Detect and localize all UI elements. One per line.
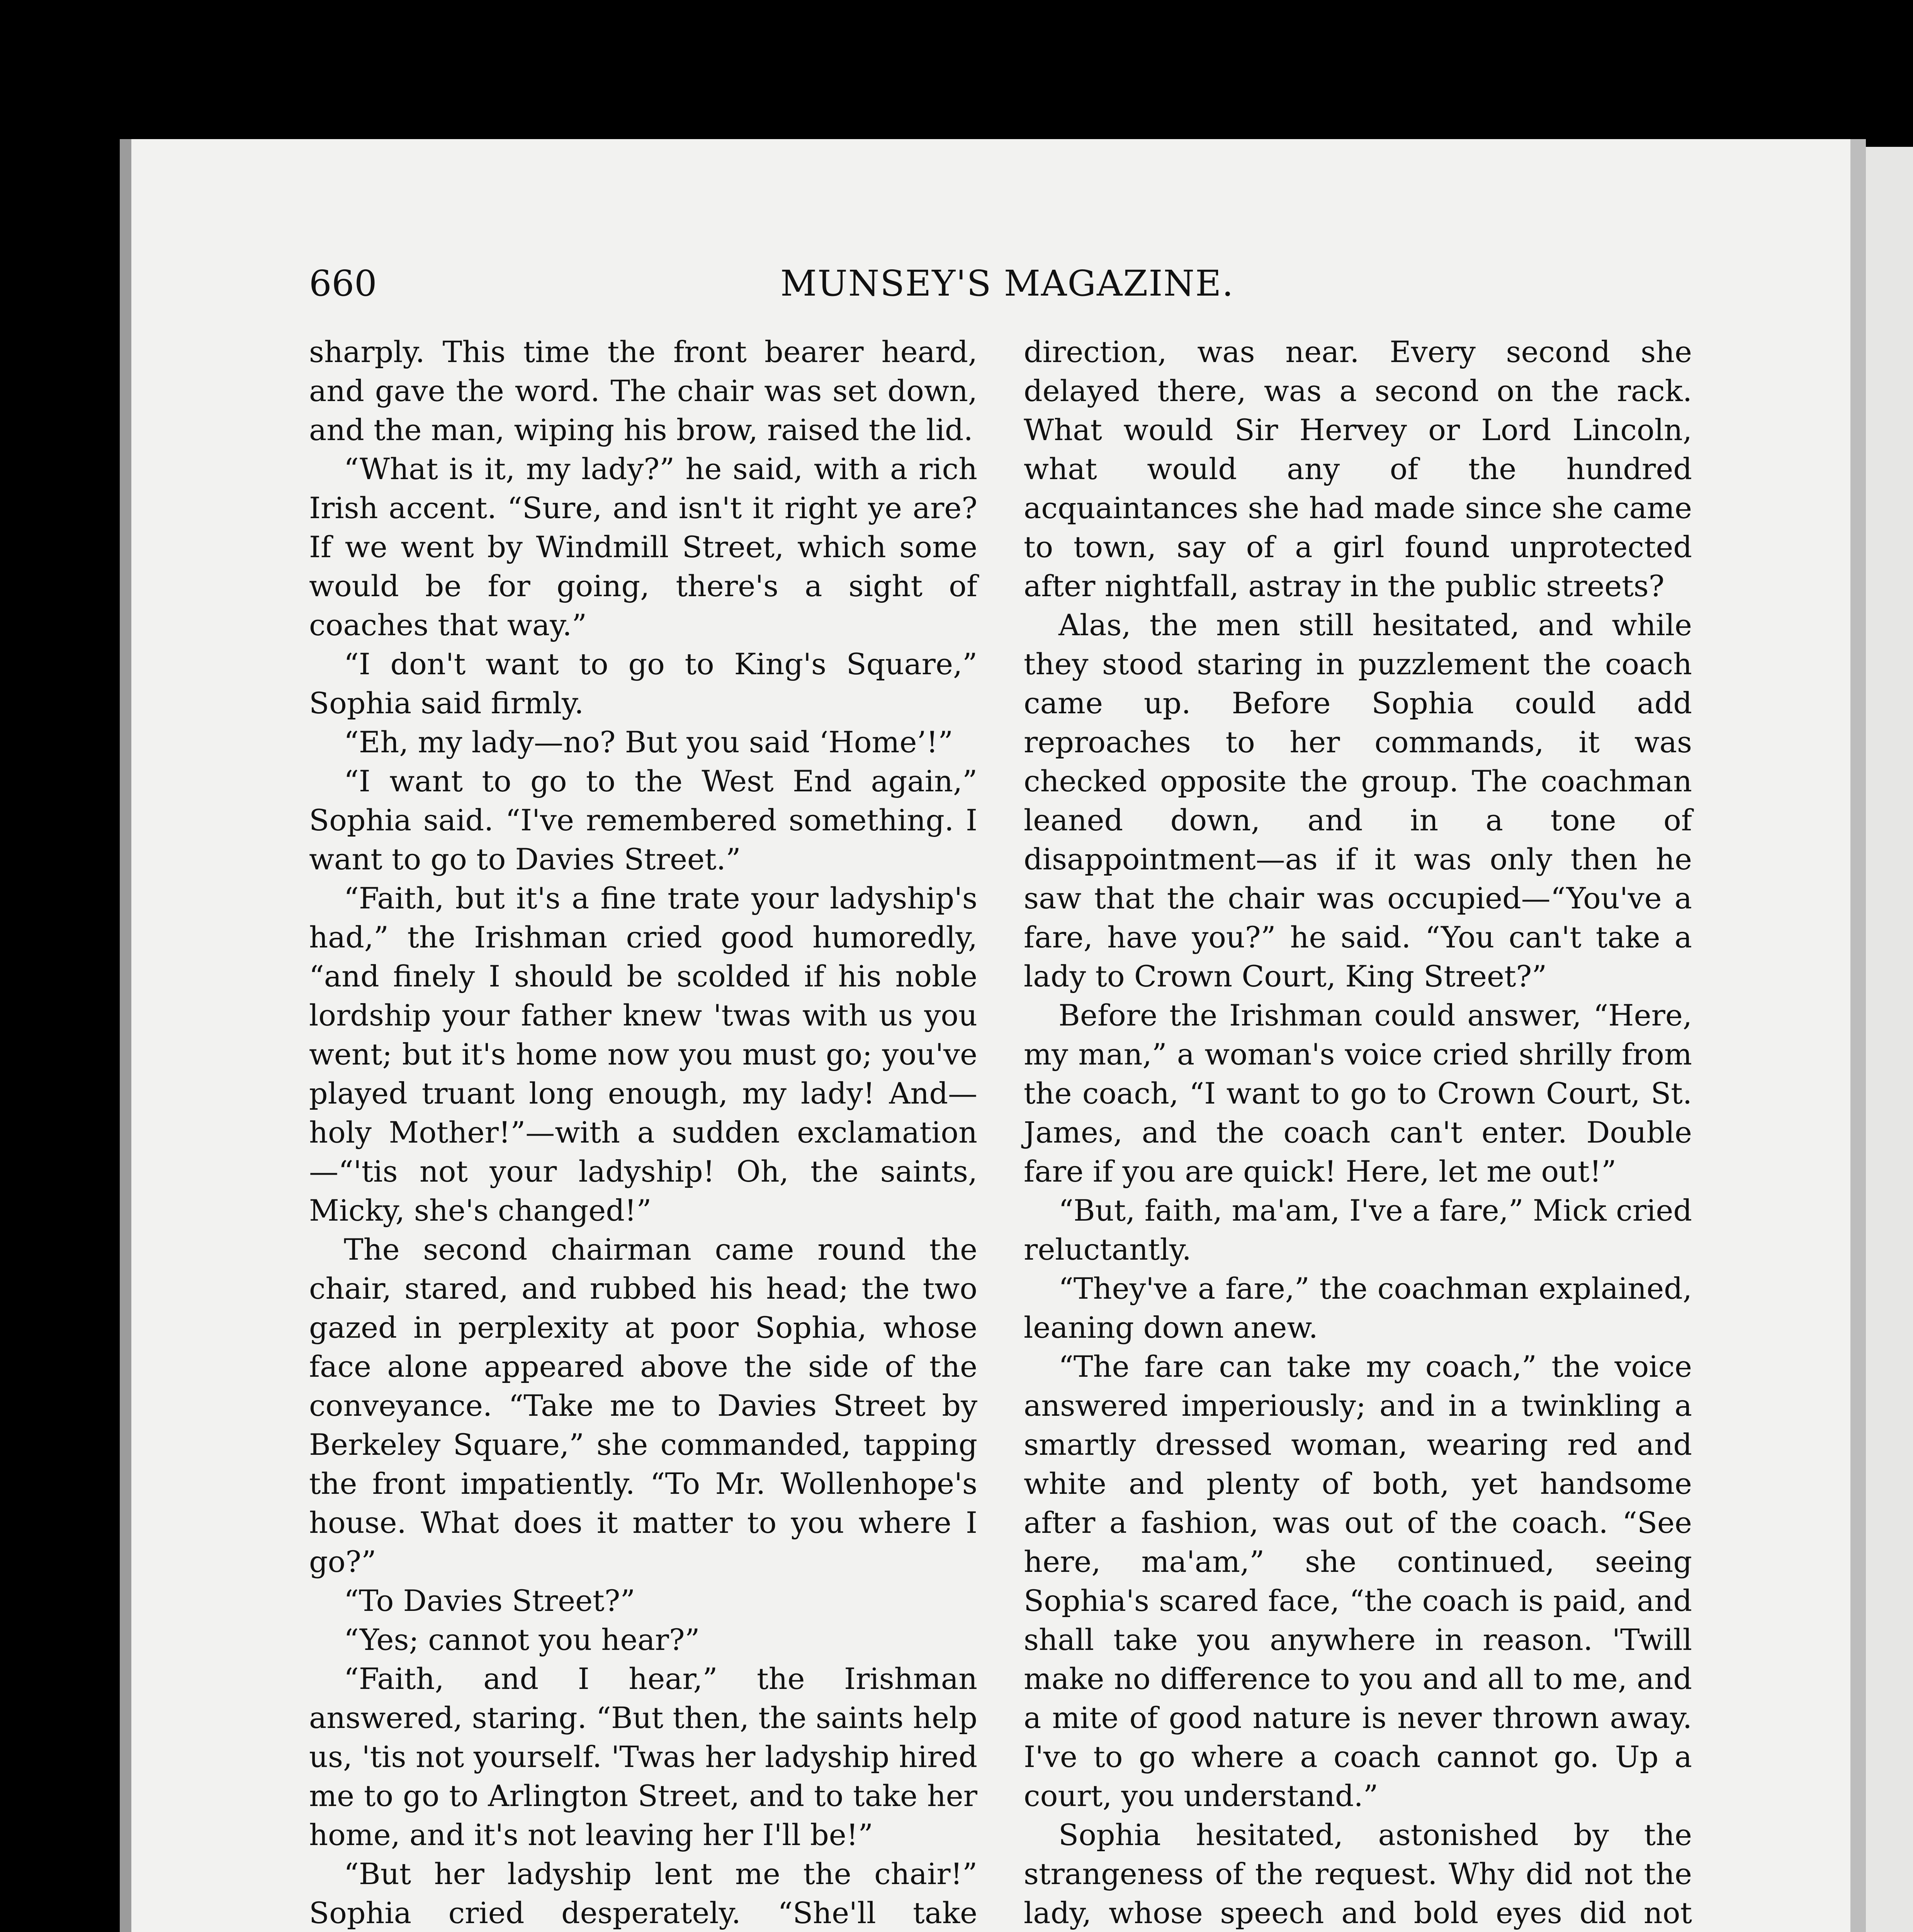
running-title: MUNSEY'S MAGAZINE. — [780, 263, 1234, 304]
paragraph: “But, faith, ma'am, I've a fare,” Mick cried reluctantly. — [1024, 1193, 1692, 1267]
page-header — [309, 263, 1673, 313]
paragraph: Before the Irishman could answer, “Here, my man,” a woman's voice cried shrilly from the coach, “I want to go to Crown Court, St. James, and the coach can't enter. Double fare if you are quick! Here, let me out!” — [1024, 998, 1692, 1189]
paragraph: The second chairman came round the chair, stared, and rubbed his head; the two gazed in perplexity at poor Sophia, whose face alone appeared above the side of the conveyance. “Take me to Davies Street by Berkeley Square,” she commanded, tapping the front impatiently. “To Mr. Wollenhope's house. What does it matter to you where I go?” — [309, 1232, 977, 1579]
paragraph: Alas, the men still hesitated, and while they stood staring in puzzlement the coach came up. Before Sophia could add reproaches to her commands, it was checked opposite the group. The coachman leaned down, and in a tone of disappointment—as if it was only then he saw that the chair was occupied—“You've a fare, have you?” he said. “You can't take a lady to Crown Court, King Street?” — [1024, 608, 1692, 993]
left-text-column — [309, 332, 977, 1932]
right-text-column — [1024, 332, 1692, 1932]
page-number: 660 — [309, 263, 377, 304]
paragraph: “They've a fare,” the coachman explained, leaning down anew. — [1024, 1271, 1692, 1345]
paragraph: direction, was near. Every second she delayed there, was a second on the rack. What would Sir Hervey or Lord Lincoln, what would any of the hundred acquaintances she had made since she came to town, say of a girl found unprotected after nightfall, astray in the public streets? — [1024, 335, 1692, 603]
paragraph: “Faith, and I hear,” the Irishman answered, staring. “But then, the saints help us, 'tis not yourself. 'Twas her ladyship hired me to go to Arlington Street, and to take her home, and it's not leaving her I'll be!” — [309, 1662, 977, 1852]
page-outer-edge — [1850, 139, 1866, 1932]
paragraph: Sophia hesitated, astonished by the strangeness of the request. Why did not the lady, whose speech and bold eyes did not — [1024, 1818, 1692, 1930]
magazine-page — [131, 139, 1850, 1932]
paragraph: “I don't want to go to King's Square,” Sophia said firmly. — [309, 647, 977, 720]
paragraph: “Faith, but it's a fine trate your ladyship's had,” the Irishman cried good humoredly, “and finely I should be scolded if his noble lordship your father knew 'twas with us you went; but it's home now you must go; you've played truant long enough, my lady! And—holy Mother!”—with a sudden exclamation—“'tis not your ladyship! Oh, the saints, Micky, she's changed!” — [309, 881, 977, 1228]
paragraph: “Eh, my lady—no? But you said ‘Home’!” — [344, 725, 953, 759]
adjacent-page-edge — [1866, 147, 1913, 1932]
paragraph: “I want to go to the West End again,” Sophia said. “I've remembered something. I want to go to Davies Street.” — [309, 764, 977, 876]
paragraph: sharply. This time the front bearer heard, and gave the word. The chair was set down, and the man, wiping his brow, raised the lid. — [309, 335, 977, 447]
page-binding-edge — [120, 139, 131, 1932]
paragraph: “The fare can take my coach,” the voice answered imperiously; and in a twinkling a smartly dressed woman, wearing red and white and plenty of both, yet handsome after a fashion, was out of the coach. “See here, ma'am,” she continued, seeing Sophia's scared face, “the coach is paid, and shall take you anywhere in reason. 'Twill make no difference to you and all to me, and a mite of good nature is never thrown away. I've to go where a coach cannot go. Up a court, you understand.” — [1024, 1349, 1692, 1813]
paragraph: “What is it, my lady?” he said, with a rich Irish accent. “Sure, and isn't it right ye are? If we went by Windmill Street, which some would be for going, there's a sight of coaches that way.” — [309, 452, 977, 642]
paragraph: “But her ladyship lent me the chair!” Sophia cried desperately. “She'll take — [309, 1857, 977, 1930]
paragraph: “To Davies Street?” — [344, 1583, 635, 1618]
paragraph: “Yes; cannot you hear?” — [344, 1622, 700, 1657]
